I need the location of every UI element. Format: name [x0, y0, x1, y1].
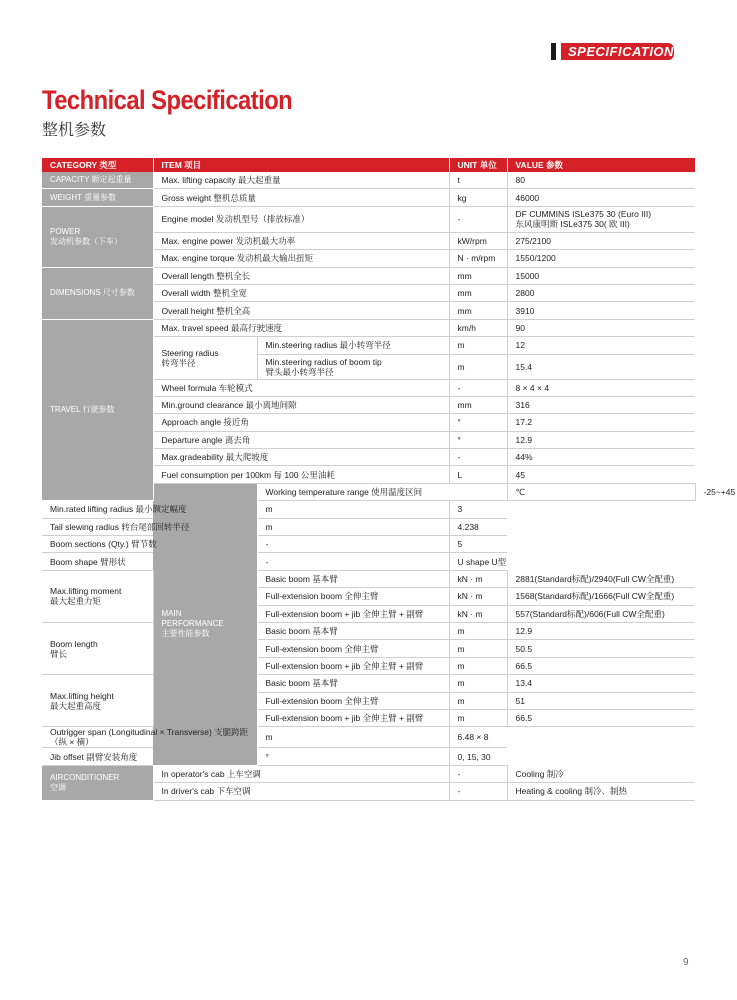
table-row	[42, 267, 695, 284]
value-cell: 51	[507, 692, 695, 709]
page-subtitle: 整机参数	[42, 122, 107, 139]
value-cell: 1568(Standard标配)/1666(Full CW全配重)	[507, 588, 695, 605]
table-row	[42, 675, 695, 692]
category-weight: WEIGHT 重量参数	[42, 189, 153, 206]
badge-label: SPECIFICATION	[561, 43, 674, 60]
value-cell	[507, 206, 695, 232]
unit-cell: m	[257, 727, 449, 748]
unit-cell: kg	[449, 189, 507, 206]
item-cell: Engine model 发动机型号（排放标准）	[153, 206, 449, 232]
item-cell: Gross weight 整机总质量	[153, 189, 449, 206]
item-cell: Approach angle 接近角	[153, 414, 449, 431]
item-cell: Wheel formula 车轮模式	[153, 379, 449, 396]
unit-cell: -	[449, 765, 507, 782]
unit-cell: kW/rpm	[449, 232, 507, 249]
item-cell: Overall width 整机全宽	[153, 284, 449, 301]
unit-cell: mm	[449, 396, 507, 413]
sub-item-cell: Full-extension boom 全伸主臂	[257, 640, 449, 657]
unit-cell: m	[449, 354, 507, 379]
value-cell: 90	[507, 319, 695, 336]
value-cell: 3910	[507, 302, 695, 319]
unit-cell: N · m/rpm	[449, 250, 507, 267]
value-cell: 46000	[507, 189, 695, 206]
header-value: VALUE 参数	[507, 158, 695, 172]
sub-item-cell: Full-extension boom 全伸主臂	[257, 692, 449, 709]
value-cell: 4.238	[449, 518, 507, 535]
category-main-en2: PERFORMANCE	[161, 619, 224, 629]
item-cell: Min.rated lifting radius 最小额定幅度	[42, 501, 257, 518]
value-cell: 1550/1200	[507, 250, 695, 267]
table-row	[42, 536, 695, 553]
category-capacity: CAPACITY 额定起重量	[42, 172, 153, 189]
table-row: MAIN PERFORMANCE 主要性能参数 Working temperature range 使用温度区间 ℃ -25~+45	[42, 483, 695, 500]
value-cell: 15000	[507, 267, 695, 284]
group-lifting-height	[42, 675, 153, 727]
item-cell: Overall height 整机全高	[153, 302, 449, 319]
sub-item-cell: Full-extension boom + jib 全伸主臂 + 副臂	[257, 605, 449, 622]
unit-cell: m	[449, 622, 507, 639]
badge-bar	[551, 43, 556, 60]
unit-cell: kN · m	[449, 605, 507, 622]
unit-cell: m	[449, 640, 507, 657]
group-label-en: Boom length	[50, 638, 98, 649]
group-steering-radius	[153, 337, 257, 379]
category-airconditioner	[42, 765, 153, 800]
page-number: 9	[683, 957, 689, 968]
category-travel: TRAVEL 行驶参数	[42, 319, 153, 501]
table-row	[42, 748, 695, 765]
table-row	[42, 501, 695, 518]
sub-item-cell: Min.steering radius 最小转弯半径	[257, 337, 449, 354]
value-cell: 557(Standard标配)/606(Full CW全配重)	[507, 605, 695, 622]
value-cell: 12.9	[507, 431, 695, 448]
unit-cell: mm	[449, 284, 507, 301]
value-cell: 66.5	[507, 709, 695, 726]
category-dimensions: DIMENSIONS 尺寸参数	[42, 267, 153, 319]
value-cell: 6.48 × 8	[449, 727, 507, 748]
unit-cell: m	[257, 501, 449, 518]
value-cell: 15.4	[507, 354, 695, 379]
unit-cell: ℃	[507, 483, 695, 500]
unit-cell: -	[449, 206, 507, 232]
value-cell: Heating & cooling 制冷、制热	[507, 783, 695, 800]
unit-cell: -	[449, 379, 507, 396]
value-cell: U shape U型	[449, 553, 507, 570]
unit-cell: -	[449, 449, 507, 466]
unit-cell: kN · m	[449, 588, 507, 605]
unit-cell: °	[449, 431, 507, 448]
group-lifting-moment	[42, 570, 153, 622]
category-power-cn: 发动机参数（下车）	[50, 236, 122, 246]
unit-cell: m	[257, 518, 449, 535]
sub-item-cell: Basic boom 基本臂	[257, 622, 449, 639]
group-boom-length	[42, 622, 153, 674]
value-cell: Cooling 制冷	[507, 765, 695, 782]
value-line: DF CUMMINS ISLe375 30 (Euro III)	[515, 209, 652, 220]
item-cell: Overall length 整机全长	[153, 267, 449, 284]
item-cell: In driver's cab 下车空调	[153, 783, 449, 800]
unit-cell: L	[449, 466, 507, 483]
unit-cell: -	[449, 783, 507, 800]
item-cell: Max. lifting capacity 最大起重量	[153, 172, 449, 189]
sub-item-cn: 臂头最小转弯半径	[265, 366, 334, 377]
item-cell: Min.ground clearance 最小离地间隙	[153, 396, 449, 413]
sub-item-cell: Full-extension boom 全伸主臂	[257, 588, 449, 605]
value-cell: 17.2	[507, 414, 695, 431]
sub-item-en: Min.steering radius of boom tip	[265, 356, 382, 367]
value-cell: 66.5	[507, 657, 695, 674]
header-category: CATEGORY 类型	[42, 158, 153, 172]
group-label-cn: 臂长	[50, 648, 68, 659]
item-cell: Max. travel speed 最高行驶速度	[153, 319, 449, 336]
category-power	[42, 206, 153, 267]
table-row	[42, 189, 695, 206]
item-cell: Departure angle 离去角	[153, 431, 449, 448]
item-cell: Jib offset 副臂安装角度	[42, 748, 257, 765]
value-cell: 0, 15, 30	[449, 748, 507, 765]
table-row	[42, 765, 695, 782]
value-cell: 2881(Standard标配)/2940(Full CW全配重)	[507, 570, 695, 587]
group-label-cn: 转弯半径	[161, 357, 196, 368]
item-cell: Tail slewing radius 转台尾部回转半径	[42, 518, 257, 535]
group-label-en: Steering radius	[161, 347, 219, 358]
value-cell: 12	[507, 337, 695, 354]
group-label-en: Max.lifting moment	[50, 586, 122, 597]
category-air-cn: 空调	[50, 782, 66, 792]
spec-table	[42, 158, 736, 801]
unit-cell: kN · m	[449, 570, 507, 587]
table-row	[42, 570, 695, 587]
item-cell: Fuel consumption per 100km 每 100 公里油耗	[153, 466, 449, 483]
value-cell: 275/2100	[507, 232, 695, 249]
value-cell: 8 × 4 × 4	[507, 379, 695, 396]
value-cell: 5	[449, 536, 507, 553]
unit-cell: °	[257, 748, 449, 765]
unit-cell: mm	[449, 302, 507, 319]
value-cell: 44%	[507, 449, 695, 466]
unit-cell: -	[257, 553, 449, 570]
category-main-en1: MAIN	[161, 609, 182, 619]
value-cell: 2800	[507, 284, 695, 301]
unit-cell: -	[257, 536, 449, 553]
value-cell: 13.4	[507, 675, 695, 692]
value-cell: 316	[507, 396, 695, 413]
group-label-en: Max.lifting height	[50, 690, 114, 701]
group-label-cn: 最大起重力矩	[50, 596, 102, 607]
category-air-en: AIRCONDITIONER	[50, 772, 120, 782]
value-cell: 50.5	[507, 640, 695, 657]
group-label-cn: 最大起重高度	[50, 700, 102, 711]
table-row	[42, 622, 695, 639]
table-row	[42, 172, 695, 189]
item-cell: In operator's cab 上车空调	[153, 765, 449, 782]
table-row	[42, 727, 695, 748]
table-row	[42, 553, 695, 570]
value-cell: 80	[507, 172, 695, 189]
table-row	[42, 319, 695, 336]
item-cell: Max.gradeability 最大爬坡度	[153, 449, 449, 466]
value-cell: 12.9	[507, 622, 695, 639]
value-line: 东风康明斯 ISLe375 30( 欧 III)	[515, 219, 630, 230]
table-row	[42, 206, 695, 232]
category-main-cn: 主要性能参数	[161, 629, 210, 639]
category-power-en: POWER	[50, 226, 81, 236]
sub-item-cell	[257, 354, 449, 379]
item-cell: Working temperature range 使用温度区间	[257, 483, 507, 500]
sub-item-cell: Basic boom 基本臂	[257, 570, 449, 587]
unit-cell: m	[449, 692, 507, 709]
unit-cell: m	[449, 675, 507, 692]
unit-cell: m	[449, 709, 507, 726]
item-cell: Max. engine torque 发动机最大输出扭矩	[153, 250, 449, 267]
unit-cell: mm	[449, 267, 507, 284]
table-header	[42, 158, 695, 172]
page-title: Technical Specification	[42, 85, 293, 115]
item-cell: Outrigger span (Longitudinal × Transverse) 支腿跨距（纵 × 横）	[42, 727, 257, 748]
unit-cell: m	[449, 657, 507, 674]
item-cell: Max. engine power 发动机最大功率	[153, 232, 449, 249]
header-item: ITEM 项目	[153, 158, 449, 172]
unit-cell: m	[449, 337, 507, 354]
sub-item-cell: Full-extension boom + jib 全伸主臂 + 副臂	[257, 657, 449, 674]
header-unit: UNIT 单位	[449, 158, 507, 172]
item-cell: Boom sections (Qty.) 臂节数	[42, 536, 257, 553]
unit-cell: km/h	[449, 319, 507, 336]
item-cell: Boom shape 臂形状	[42, 553, 257, 570]
value-cell: 3	[449, 501, 507, 518]
section-badge	[551, 43, 674, 60]
table-row	[42, 518, 695, 535]
sub-item-cell: Basic boom 基本臂	[257, 675, 449, 692]
unit-cell: t	[449, 172, 507, 189]
sub-item-cell: Full-extension boom + jib 全伸主臂 + 副臂	[257, 709, 449, 726]
unit-cell: °	[449, 414, 507, 431]
value-cell: 45	[507, 466, 695, 483]
